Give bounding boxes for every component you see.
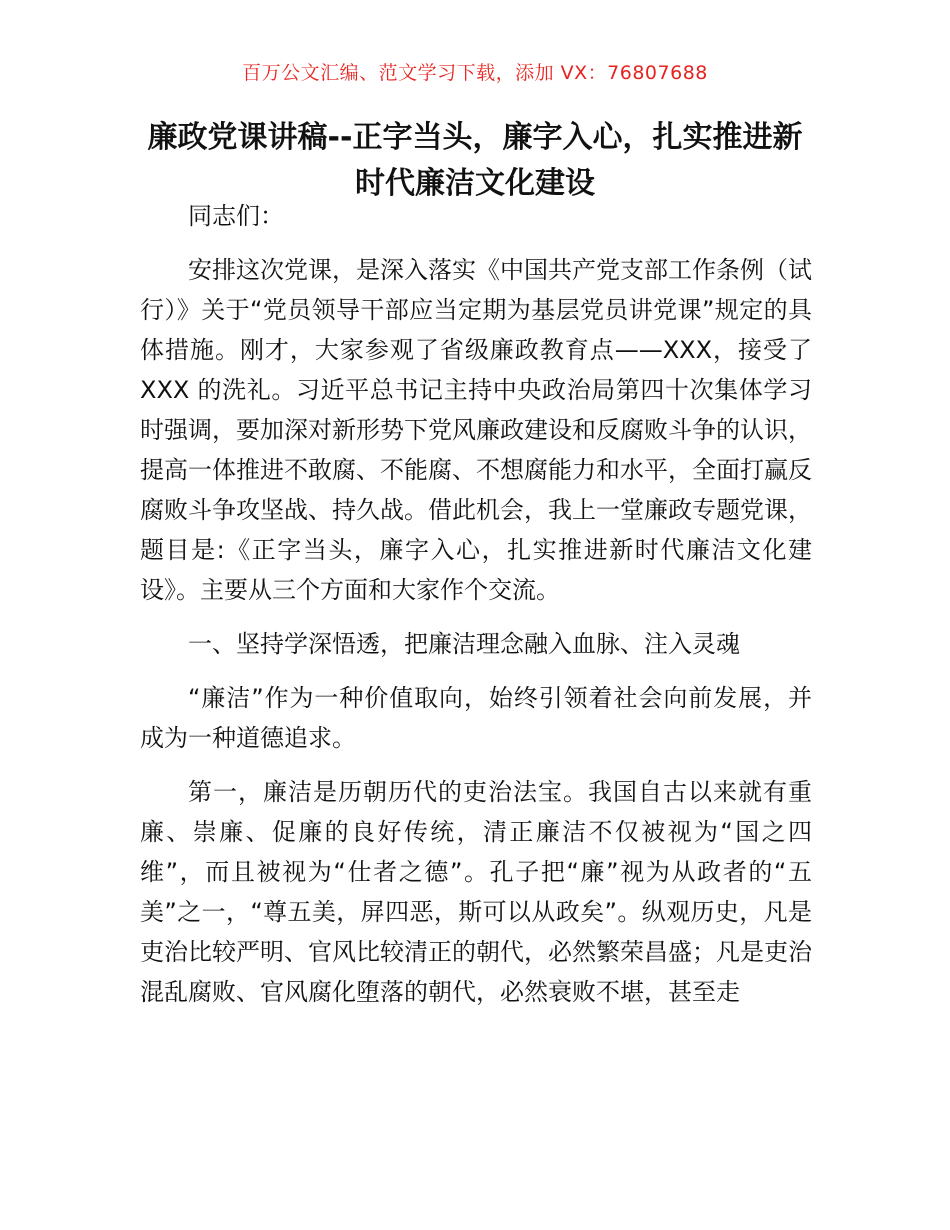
paragraph-intro: 安排这次党课，是深入落实《中国共产党支部工作条例（试行）》关于“党员领导干部应当定期为基层党员讲党课”规定的具体措施。刚才，大家参观了省级廉政教育点——XXX，接受了 XXX 的洗礼。习近平总书记主持中央政治局第四十次集体学习时强调，要加深对新形势下党风廉政建设和反腐败斗争的认识，提高一体推进不敢腐、不能腐、不想腐能力和水平，全面打赢反腐败斗争攻坚战、持久战。借此机会，我上一堂廉政专题党课，题目是:《正字当头，廉字入心，扎实推进新时代廉洁文化建设》。主要从三个方面和大家作个交流。: [140, 256, 812, 604]
document-body: [140, 196, 812, 1026]
paragraph-point-one: 第一，廉洁是历朝历代的吏治法宝。我国自古以来就有重廉、崇廉、促廉的良好传统，清正廉洁不仅被视为“国之四维”，而且被视为“仕者之德”。孔子把“廉”视为从政者的“五美”之一，“尊五美，屏四恶，斯可以从政矣”。纵观历史，凡是吏治比较严明、官风比较清正的朝代，必然繁荣昌盛；凡是吏治混乱腐败、官风腐化堕落的朝代，必然衰败不堪，甚至走: [140, 778, 812, 1006]
header-note: 百万公文汇编、范文学习下载，添加 VX：76807688: [242, 62, 708, 84]
section-heading-one: 一、坚持学深悟透，把廉洁理念融入血脉、注入灵魂: [188, 630, 740, 658]
document-title: 廉政党课讲稿--正字当头，廉字入心，扎实推进新时代廉洁文化建设: [147, 120, 803, 201]
salutation: 同志们：: [188, 202, 284, 230]
paragraph-lianjie-value: “廉洁”作为一种价值取向，始终引领着社会向前发展，并成为一种道德追求。: [140, 684, 812, 752]
